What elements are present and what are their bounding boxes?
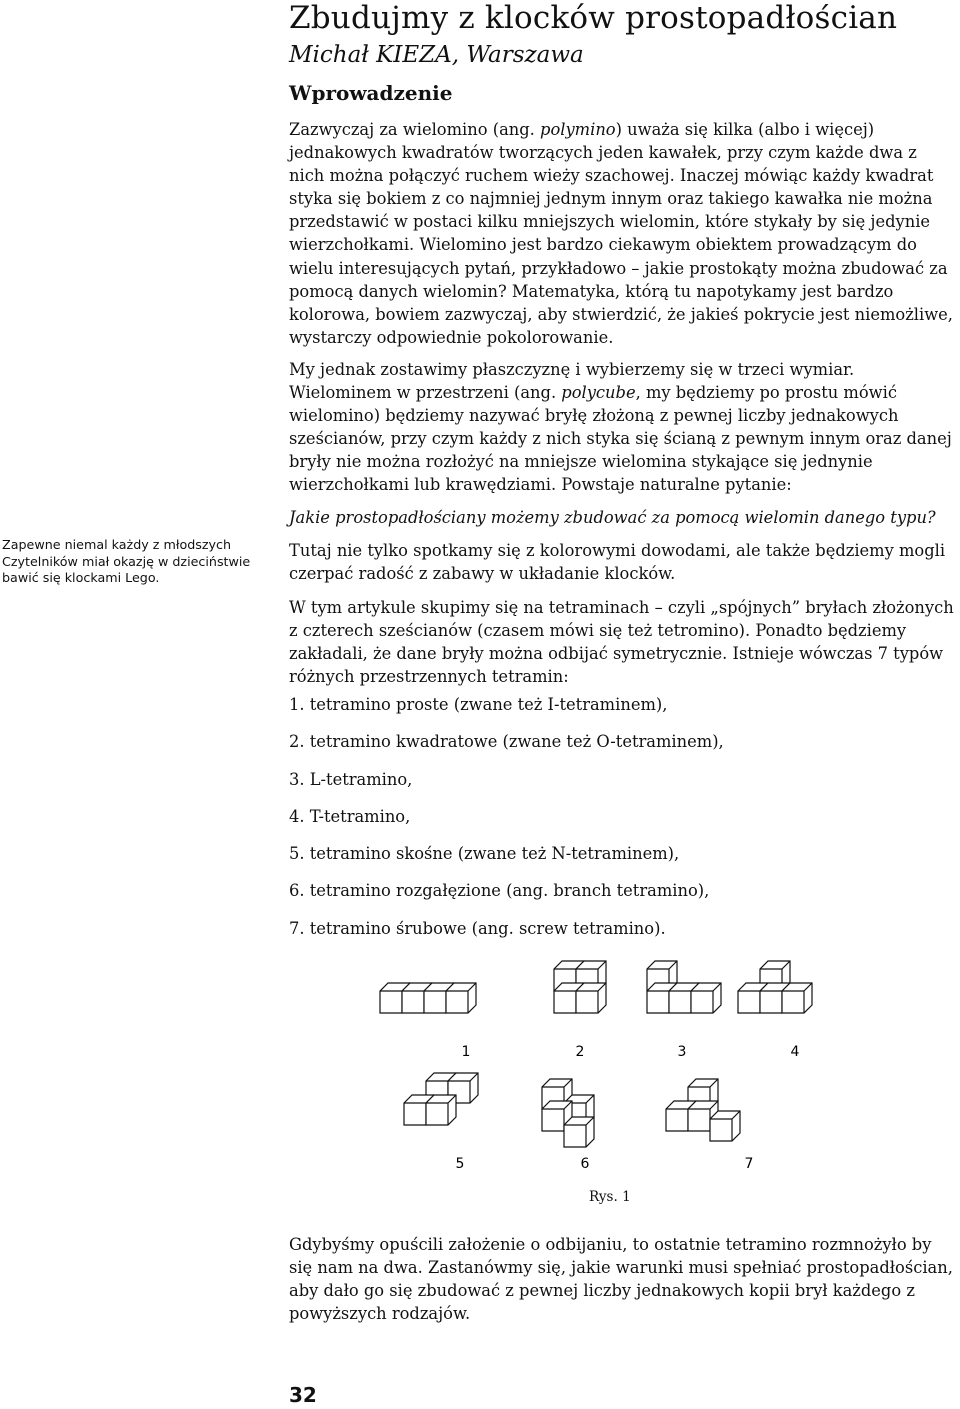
article-title: Zbudujmy z klocków prostopadłościan [289, 0, 898, 36]
list-item: 2. tetramino kwadratowe (zwane też O-tetraminem), [289, 732, 724, 752]
tetramino-3-drawing [647, 961, 721, 1013]
figure-label-5: 5 [455, 1156, 465, 1172]
figure-caption: Rys. 1 [589, 1189, 631, 1205]
paragraph-conclusion: Gdybyśmy opuścili założenie o odbijaniu, to ostatnie tetramino rozmnożyło by się nam na dwa. Zastanówmy się, jakie warunki musi spełniać prostopadłościan, aby dało go się zbudować z pewnej liczby jednakowych kopii brył każdego z powyższych rodzajów. [289, 1235, 953, 1324]
tetramino-types-list [289, 693, 724, 954]
tetramino-5-drawing [404, 1073, 478, 1125]
tetramino-6-drawing [542, 1079, 594, 1147]
main-question: Jakie prostopadłościany możemy zbudować za pomocą wielomin danego typu? [289, 508, 936, 527]
paragraph-3d: My jednak zostawimy płaszczyznę i wybierzemy się w trzeci wymiar. Wielominem w przestrzeni (ang. polycube, my będziemy po prostu mówić wielomino) będziemy nazywać bryłę złożoną z pewnej liczby jednakowych sześcianów, przy czym każdy z nich styka się ścianą z pewnym innym oraz danej bryły nie można rozłożyć na mniejsze wielomina stykające się jednynie wierzchołkami lub krawędziami. Powstaje naturalne pytanie: [289, 360, 952, 495]
list-item: 3. L-tetramino, [289, 769, 413, 789]
term-polymino: polymino [540, 120, 616, 139]
tetramino-7-drawing [666, 1079, 740, 1141]
paragraph-tetramino: W tym artykule skupimy się na tetraminach – czyli „spójnych” bryłach złożonych z czterech sześcianów (czasem mówi się też tetromino). Ponadto będziemy zakładali, że dane bryły można odbijać symetrycznie. Istnieje wówczas 7 typów różnych przestrzennych tetramin: [289, 598, 954, 687]
section-heading: Wprowadzenie [289, 81, 453, 105]
tetramino-2-drawing [554, 961, 606, 1013]
paragraph-intro: Zazwyczaj za wielomino (ang. polymino) uważa się kilka (albo i więcej) jednakowych kwadratów tworzących jeden kawałek, przy czym każde dwa z nich można połączyć ruchem wieży szachowej. Inaczej mówiąc każdy kwadrat styka się bokiem z co najmniej jednym innym oraz takiego kawałka nie można przedstawić w postaci kilku mniejszych wielomin, które stykały by się jedynie wierzchołkami. Wielomino jest bardzo ciekawym obiektem prowadzącym do wielu interesujących pytań, przykładowo – jakie prostokąty można zbudować za pomocą danych wielomin? Matematyka, którą tu napotykamy jest bardzo kolorowa, bowiem zazwyczaj, aby stwierdzić, że jakieś pokrycie jest niemożliwe, wystarczy odpowiednie pokolorowanie. [289, 120, 953, 347]
figure-label-1: 1 [461, 1044, 471, 1060]
margin-note: Zapewne niemal każdy z młodszych Czytelników miał okazję w dzieciństwie bawić się klockami Lego. [2, 537, 251, 585]
figure-label-6: 6 [580, 1156, 590, 1172]
tetramino-figure [372, 955, 852, 1185]
author-line: Michał KIEZA, Warszawa [289, 42, 584, 68]
term-polycube: polycube [561, 383, 636, 403]
list-item: 1. tetramino proste (zwane też I-tetraminem), [289, 695, 668, 714]
list-item: 6. tetramino rozgałęzione (ang. branch tetramino), [289, 881, 710, 901]
figure-label-2: 2 [575, 1044, 585, 1060]
tetramino-4-drawing [738, 961, 812, 1013]
figure-label-3: 3 [677, 1044, 687, 1060]
list-item: 4. T-tetramino, [289, 806, 411, 826]
figure-label-7: 7 [744, 1156, 754, 1172]
page-number: 32 [289, 1383, 317, 1407]
tetramino-1-drawing [380, 983, 476, 1013]
paragraph-fun: Tutaj nie tylko spotkamy się z kolorowymi dowodami, ale także będziemy mogli czerpać radość z zabawy w układanie klocków. [289, 541, 946, 584]
list-item: 7. tetramino śrubowe (ang. screw tetramino). [289, 918, 666, 938]
list-item: 5. tetramino skośne (zwane też N-tetraminem), [289, 844, 680, 864]
figure-label-4: 4 [790, 1044, 800, 1060]
